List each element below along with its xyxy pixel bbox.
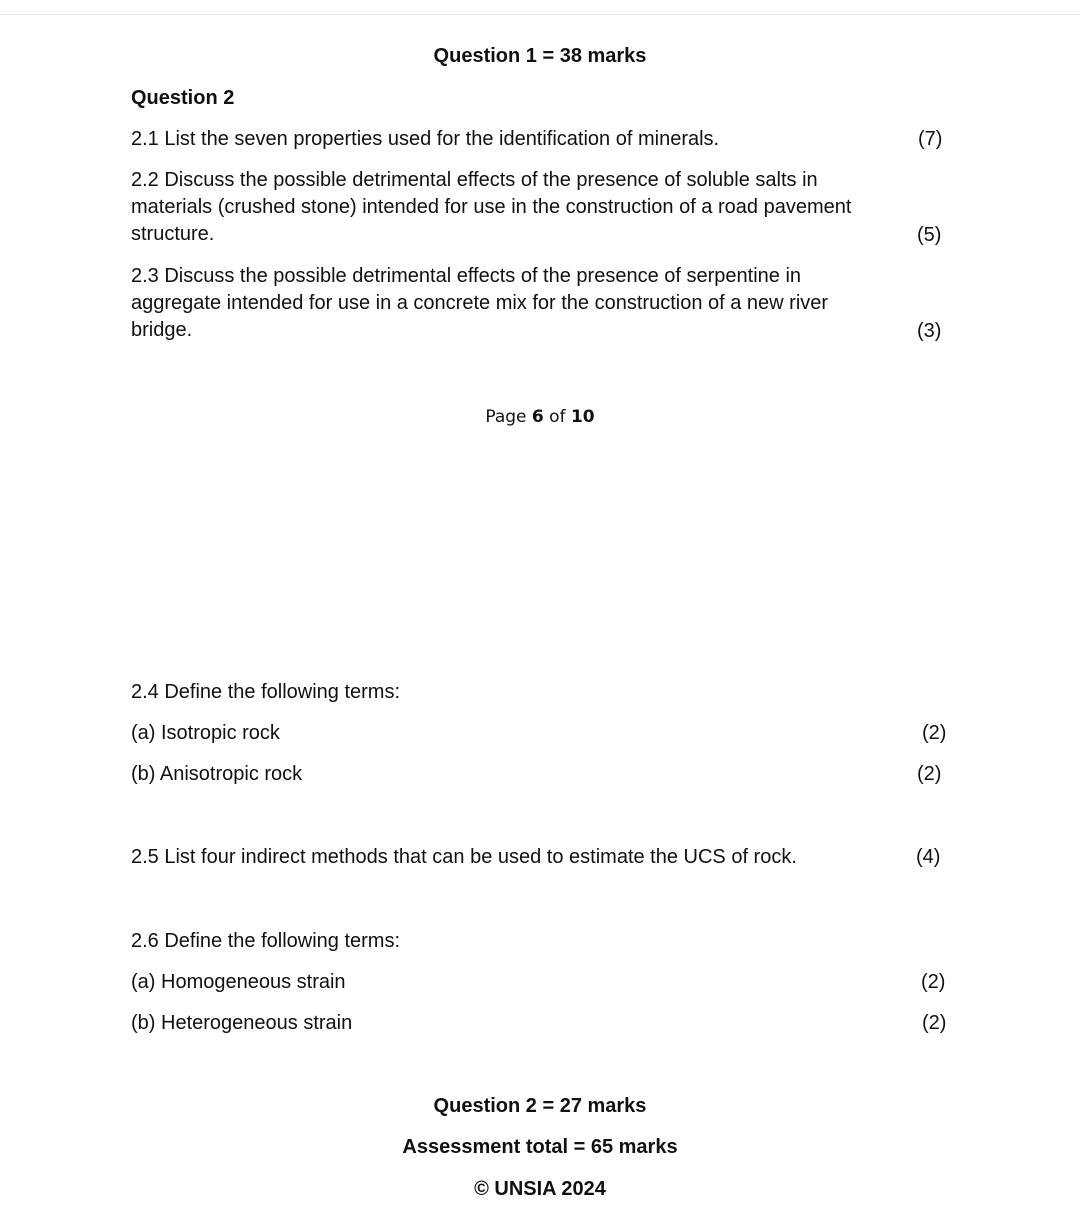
page-number-current: 6 xyxy=(531,407,544,427)
question-2-4-b-marks: (2) xyxy=(917,763,942,785)
question-2-5-text: 2.5 List four indirect methods that can be used to estimate the UCS of rock. xyxy=(131,846,797,868)
question-2-6-a-text: (a) Homogeneous strain xyxy=(131,971,346,993)
question-2-title: Question 2 xyxy=(131,87,235,109)
question-2-1-text: 2.1 List the seven properties used for the identification of minerals. xyxy=(131,128,720,150)
question-2-6-b-text: (b) Heterogeneous strain xyxy=(131,1012,353,1034)
question-2-2-line: structure. xyxy=(131,223,215,245)
page-number xyxy=(0,405,1080,429)
page-number-of: of xyxy=(549,407,566,427)
page-number-total: 10 xyxy=(570,407,595,427)
question-1-total: Question 1 = 38 marks xyxy=(433,45,647,67)
question-2-2-text xyxy=(131,167,931,248)
question-2-6-a-marks: (2) xyxy=(921,971,946,993)
question-2-3-line: bridge. xyxy=(131,319,193,341)
question-2-3-line: 2.3 Discuss the possible detrimental effects of the presence of serpentine in xyxy=(131,265,802,287)
question-2-5-marks: (4) xyxy=(916,846,941,868)
question-2-4-title: 2.4 Define the following terms: xyxy=(131,681,401,703)
question-2-3-text xyxy=(131,263,931,344)
question-2-2-marks: (5) xyxy=(917,224,942,246)
question-2-4-a-text: (a) Isotropic rock xyxy=(131,722,280,744)
assessment-total: Assessment total = 65 marks xyxy=(402,1136,678,1158)
page-number-prefix: Page xyxy=(485,407,527,427)
question-2-total: Question 2 = 27 marks xyxy=(433,1095,647,1117)
top-divider xyxy=(0,14,1080,15)
question-2-4-a-marks: (2) xyxy=(922,722,947,744)
copyright: © UNSIA 2024 xyxy=(474,1178,606,1200)
question-2-6-b-marks: (2) xyxy=(922,1012,947,1034)
question-2-4-b-text: (b) Anisotropic rock xyxy=(131,763,303,785)
question-2-2-line: 2.2 Discuss the possible detrimental effects of the presence of soluble salts in xyxy=(131,169,818,191)
question-2-3-line: aggregate intended for use in a concrete mix for the construction of a new river xyxy=(131,292,829,314)
question-2-2-line: materials (crushed stone) intended for use in the construction of a road pavement xyxy=(131,196,852,218)
question-2-3-marks: (3) xyxy=(917,320,942,342)
question-2-1-marks: (7) xyxy=(918,128,943,150)
question-2-6-title: 2.6 Define the following terms: xyxy=(131,930,401,952)
